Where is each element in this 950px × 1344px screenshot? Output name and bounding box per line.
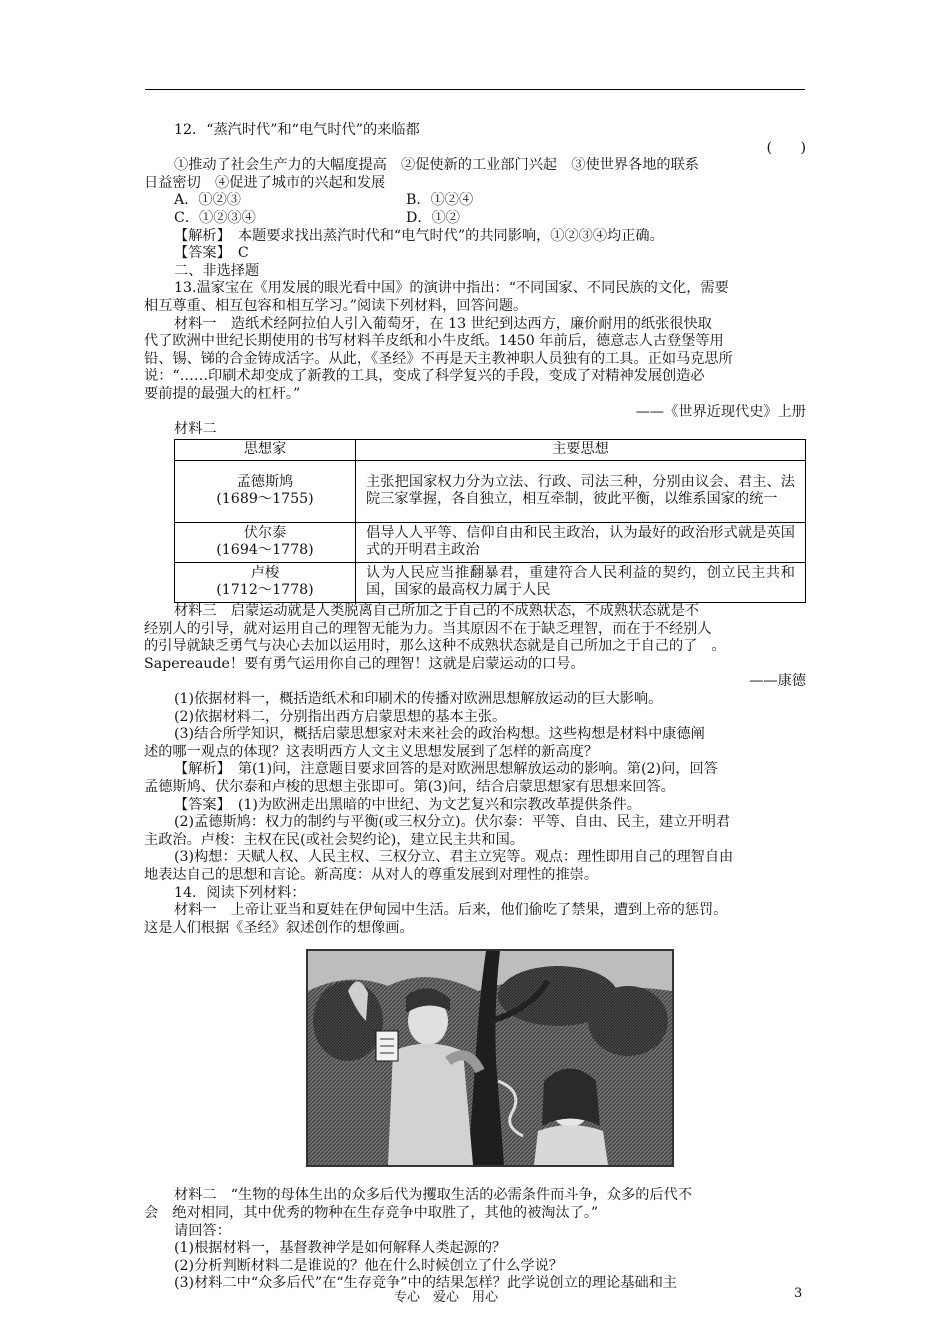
q12-options-row-2 xyxy=(174,210,806,228)
thinker-years: (1712～1778) xyxy=(216,582,314,599)
table-row xyxy=(175,562,806,602)
q14-material1-line-1: 材料一 上帝让亚当和夏娃在伊甸园中生活。后来，他们偷吃了禁果，遭到上帝的惩罚。 xyxy=(174,902,728,919)
table-header-thinker: 思想家 xyxy=(175,439,356,460)
q13-answer-line-3: 主政治。卢梭：主权在民(或社会契约论)，建立民主共和国。 xyxy=(144,831,524,848)
thinker-idea: 主张把国家权力分为立法、行政、司法三种，分别由议会、君主、法院三家掌握，各自独立，相互牵制，彼此平衡，以维系国家的统一 xyxy=(356,460,806,522)
q13-material3-source: ——康德 xyxy=(749,673,806,690)
q13-answer-line-5: 地表达自己的思想和言论。新高度：从对人的尊重发展到对理性的推崇。 xyxy=(144,866,599,883)
q14-material1-line-2: 这是人们根据《圣经》叙述创作的想像画。 xyxy=(144,919,414,936)
q12-option-b: B．①②④ xyxy=(406,192,474,209)
table-row xyxy=(175,522,806,562)
q13-answer-line-2: (2)孟德斯鸠：权力的制约与平衡(或三权分立)。伏尔泰：平等、自由、民主，建立开明君 xyxy=(174,814,731,831)
q12-statements-line-2: 日益密切 ④促进了城市的兴起和发展 xyxy=(144,174,386,191)
table-header-row xyxy=(175,439,806,460)
engraving-illustration xyxy=(308,951,672,1165)
thinkers-table xyxy=(174,439,806,603)
q13-question-1: (1)依据材料一，概括造纸术和印刷术的传播对欧洲思想解放运动的巨大影响。 xyxy=(174,691,663,708)
q13-question-3-line-1: (3)结合所学知识，概括启蒙思想家对未来社会的政治构想。这些构想是材料中康德阐 xyxy=(174,726,705,743)
q13-material2-label: 材料二 xyxy=(174,421,217,438)
thinker-name: 卢梭 xyxy=(250,564,280,581)
q12-stem: 12．“蒸汽时代”和“电气时代”的来临都 xyxy=(174,122,420,138)
q13-answer-line-1: 【答案】 (1)为欧洲走出黑暗的中世纪、为文艺复兴和宗教改革提供条件。 xyxy=(174,796,641,813)
q13-question-3-line-2: 述的哪一观点的体现？这表明西方人文主义思想发展到了怎样的新高度？ xyxy=(144,743,599,760)
q13-question-2: (2)依据材料二，分别指出西方启蒙思想的基本主张。 xyxy=(174,708,507,725)
q13-material3-line-2: 经别人的引导，就对运用自己的理智无能为力。当其原因不在于缺乏理智，而在于不经别人 xyxy=(144,620,712,637)
thinker-name: 伏尔泰 xyxy=(243,524,287,541)
page-content xyxy=(144,122,806,1293)
q13-material1-source: ——《世界近现代史》上册 xyxy=(635,403,806,420)
table-header-idea: 主要思想 xyxy=(356,439,806,460)
q12-answer: 【答案】 C xyxy=(174,245,249,262)
q13-material1-line-1: 材料一 造纸术经阿拉伯人引入葡萄牙，在 13 世纪到达西方，廉价耐用的纸张很快取 xyxy=(174,315,712,332)
q13-material3-line-1: 材料三 启蒙运动就是人类脱离自己所加之于自己的不成熟状态，不成熟状态就是不 xyxy=(174,603,699,620)
q12-option-d: D．①② xyxy=(406,209,460,226)
page-number: 3 xyxy=(794,1286,803,1301)
figure-spacer xyxy=(174,1167,806,1187)
q13-intro-line-1: 13.温家宝在《用发展的眼光看中国》的演讲中指出：“不同国家、不同民族的文化，需要 xyxy=(174,280,729,297)
section-heading: 二、非选择题 xyxy=(174,262,260,279)
q13-analysis-line-2: 孟德斯鸠、伏尔泰和卢梭的思想主张即可。第(3)问，结合启蒙思想家有思想来回答。 xyxy=(144,779,675,795)
q14-question-1: (1)根据材料一，基督教神学是如何解释人类起源的？ xyxy=(174,1240,507,1257)
thinker-cell xyxy=(175,522,356,562)
q12-option-a: A．①②③ xyxy=(174,192,241,209)
thinker-years: (1694～1778) xyxy=(216,542,314,559)
thinker-idea: 认为人民应当推翻暴君，重建符合人民利益的契约，创立民主共和国，国家的最高权力属于人民 xyxy=(356,562,806,602)
table-row xyxy=(175,460,806,522)
q12-option-c: C．①②③④ xyxy=(174,209,256,226)
q13-material3-line-4: Sapereaude！要有勇气运用你自己的理智！这就是启蒙运动的口号。 xyxy=(144,655,585,672)
thinker-idea: 倡导人人平等、信仰自由和民主政治，认为最好的政治形式就是英国式的开明君主政治 xyxy=(356,522,806,562)
q12-analysis: 【解析】 本题要求找出蒸汽时代和“电气时代”的共同影响，①②③④均正确。 xyxy=(174,227,664,244)
thinker-cell xyxy=(175,460,356,522)
q12-options-row-1 xyxy=(174,192,806,210)
q14-please-answer: 请回答： xyxy=(174,1222,231,1239)
header-rule xyxy=(145,89,805,90)
q13-material1-line-2: 代了欧洲中世纪长期使用的书写材料羊皮纸和小牛皮纸。1450 年前后，德意志人古登堡等用 xyxy=(144,333,724,350)
q12-answer-bracket: ( ) xyxy=(766,139,806,156)
q13-intro-line-2: 相互尊重、相互包容和相互学习。”阅读下列材料，回答问题。 xyxy=(144,297,528,314)
q14-question-3: (3)材料二中“众多后代”在“生存竞争”中的结果怎样？此学说创立的理论基础和主 xyxy=(174,1275,678,1292)
q14-question-2: (2)分析判断材料二是谁说的？他在什么时候创立了什么学说？ xyxy=(174,1257,563,1274)
q14-material2-line-1: 材料二 “生物的母体生出的众多后代为攫取生活的必需条件而斗争，众多的后代不 xyxy=(174,1187,693,1204)
q13-analysis-line-1: 【解析】 第(1)问，注意题目要求回答的是对欧洲思想解放运动的影响。第(2)问，回答 xyxy=(174,761,718,778)
q13-answer-line-4: (3)构想：天赋人权、人民主权、三权分立、君主立宪等。观点：理性即用自己的理智自由 xyxy=(174,849,734,866)
thinker-cell xyxy=(175,562,356,602)
q14-intro: 14．阅读下列材料： xyxy=(174,884,306,901)
thinker-name: 孟德斯鸠 xyxy=(236,473,294,490)
q13-material3-line-3: 的引导就缺乏勇气与决心去加以运用时，那么这种不成熟状态就是自己所加之于自己的了 。 xyxy=(144,638,726,655)
adam-and-eve-engraving xyxy=(306,949,674,1167)
q13-material1-line-3: 铅、锡、锑的合金铸成活字。从此，《圣经》不再是天主教神职人员独有的工具。正如马克思所 xyxy=(144,350,733,367)
thinker-years: (1689～1755) xyxy=(216,491,314,508)
q14-material2-line-2: 会 绝对相同，其中优秀的物种在生存竞争中取胜了，其他的被淘汰了。” xyxy=(144,1204,599,1221)
q13-material1-line-5: 要前提的最强大的杠杆。” xyxy=(144,385,301,402)
q13-material1-line-4: 说：“……印刷术却变成了新教的工具，变成了科学复兴的手段，变成了对精神发展创造必 xyxy=(144,368,705,385)
footer-motto: 专心 爱心 用心 xyxy=(394,1290,499,1305)
q12-statements-line-1: ①推动了社会生产力的大幅度提高 ②促使新的工业部门兴起 ③使世界各地的联系 xyxy=(174,157,699,174)
